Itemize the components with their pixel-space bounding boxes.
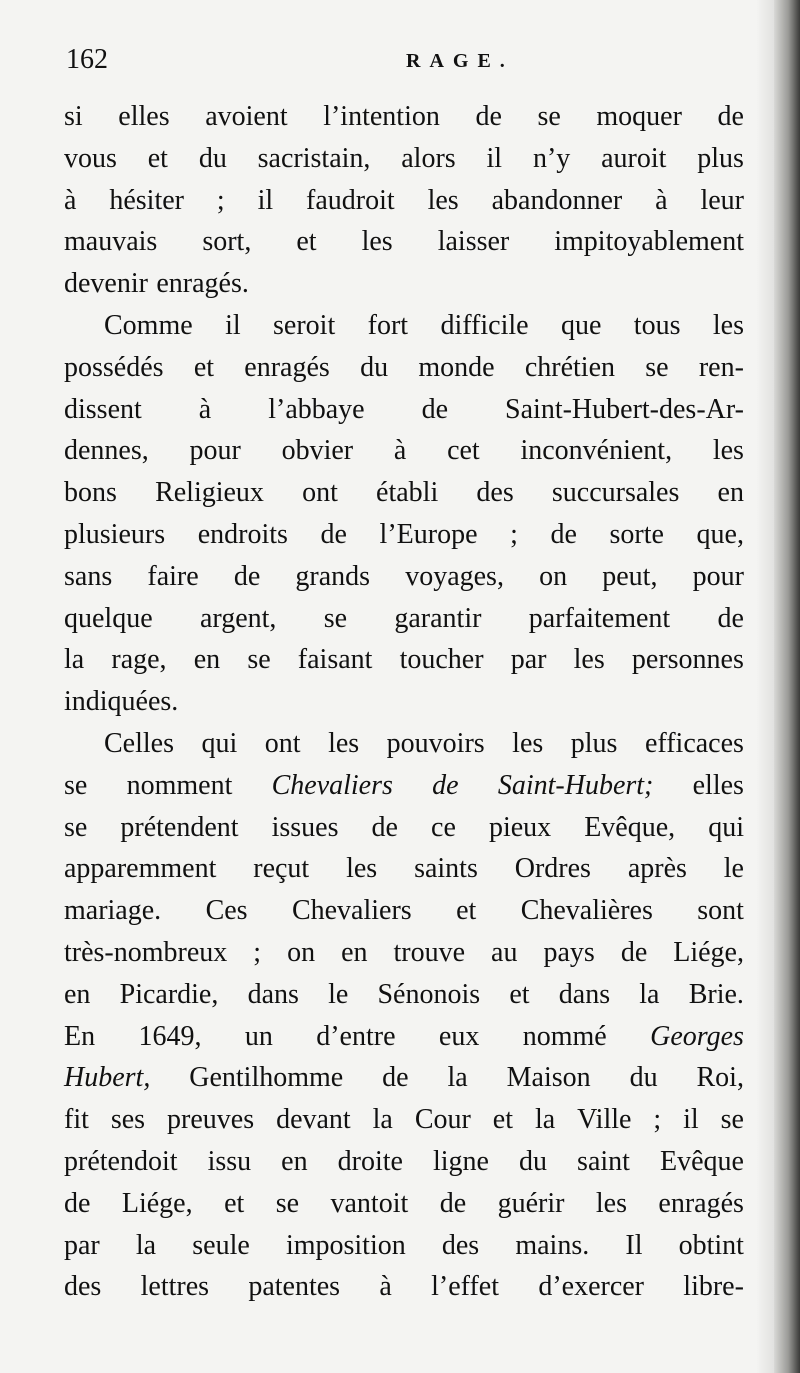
word: abandonner: [491, 184, 623, 216]
word: Comme: [104, 309, 193, 341]
word: la: [64, 644, 85, 676]
word: au: [491, 936, 518, 968]
word: preuves: [167, 1104, 255, 1136]
word: par: [510, 644, 547, 676]
word: à: [655, 184, 668, 216]
text-line: [64, 974, 744, 1016]
word: Cour: [414, 1104, 471, 1136]
word: nomment: [126, 769, 233, 801]
word: Liége,: [673, 936, 744, 968]
word: Evêque,: [584, 811, 676, 843]
word: se: [275, 1187, 300, 1219]
word: la: [534, 1104, 556, 1136]
word: libre-: [683, 1271, 744, 1303]
word: enragés.: [156, 268, 249, 300]
text-line: [64, 305, 744, 347]
text-line: [64, 765, 744, 807]
word: en: [64, 978, 91, 1010]
word: la: [639, 978, 660, 1010]
word: indiquées.: [64, 686, 179, 718]
word: Evêque: [659, 1145, 744, 1177]
body-text: [64, 96, 744, 1308]
word: mains.: [515, 1229, 590, 1261]
word: voyages,: [405, 560, 504, 592]
word: avoient: [205, 101, 288, 132]
running-head: RAGE.: [406, 50, 514, 72]
word: nommé: [522, 1020, 607, 1052]
word: les: [573, 644, 605, 676]
word: laisser: [437, 226, 510, 258]
word: Brie.: [688, 978, 744, 1010]
word: en: [717, 477, 744, 509]
word: ont: [302, 477, 338, 509]
word: de: [320, 518, 347, 550]
word: et: [296, 226, 317, 258]
word: et: [509, 978, 530, 1010]
word: rage,: [111, 644, 167, 676]
word: du: [198, 142, 227, 174]
word: Celles: [104, 727, 174, 759]
word: lettres: [140, 1271, 210, 1303]
word: Hubert,: [64, 1062, 151, 1094]
word: issu: [207, 1145, 252, 1177]
word: Il: [625, 1229, 643, 1261]
word: difficile: [440, 309, 529, 341]
word: du: [360, 351, 389, 383]
word: Picardie,: [119, 978, 219, 1010]
word: elles: [118, 101, 170, 132]
word: en: [193, 644, 221, 676]
text-line: [64, 556, 744, 598]
word: devenir: [64, 268, 148, 300]
word: de: [421, 393, 449, 425]
word: les: [512, 727, 544, 759]
word: d’exercer: [538, 1271, 644, 1303]
word: mauvais: [64, 226, 158, 258]
word: sont: [697, 895, 744, 927]
text-line: [64, 1141, 744, 1183]
word: par: [64, 1229, 100, 1261]
word: n’y: [532, 142, 571, 174]
word: établi: [376, 477, 439, 509]
word: succursales: [551, 477, 680, 509]
word: Ordres: [514, 853, 591, 885]
text-line: [64, 1057, 744, 1099]
word: dans: [558, 978, 611, 1010]
word: des: [476, 477, 514, 509]
word: et: [147, 142, 168, 174]
word: vous: [64, 142, 117, 174]
text-line: [64, 639, 744, 681]
word: vantoit: [330, 1187, 409, 1219]
text-line: [64, 1099, 744, 1141]
word: pour: [189, 435, 241, 467]
word: de: [432, 769, 459, 801]
word: il: [257, 184, 274, 216]
word: de: [382, 1062, 409, 1094]
word: Sénonois: [377, 978, 481, 1010]
word: chrétien: [524, 351, 615, 383]
word: quelque: [64, 602, 153, 634]
word: qui: [708, 811, 744, 843]
word: dennes,: [64, 435, 149, 467]
word: sans: [64, 560, 113, 592]
text-line: [64, 890, 744, 932]
word: Roi,: [696, 1062, 744, 1094]
text-line: [64, 96, 744, 138]
word: mariage.: [64, 895, 162, 927]
text-line: [64, 681, 744, 723]
word: de: [550, 518, 577, 550]
word: dans: [247, 978, 299, 1010]
word: pour: [692, 560, 744, 592]
word: prétendent: [120, 811, 239, 843]
text-line: [64, 1183, 744, 1225]
word: sort,: [202, 226, 252, 258]
word: la: [372, 1104, 393, 1136]
word: ont: [264, 727, 301, 759]
word: impitoyablement: [554, 226, 744, 258]
text-line: [64, 932, 744, 974]
word: Chevaliers: [271, 769, 393, 801]
word: de: [371, 811, 398, 843]
word: l’effet: [431, 1271, 500, 1303]
word: moquer: [596, 101, 682, 132]
word: plusieurs: [64, 518, 166, 550]
word: ;: [253, 936, 262, 968]
word: peut,: [602, 560, 658, 592]
word: d’entre: [316, 1020, 396, 1052]
word: imposition: [285, 1229, 406, 1261]
text-line: [64, 1225, 744, 1267]
word: le: [723, 853, 744, 885]
word: prétendoit: [64, 1145, 178, 1177]
word: ce: [431, 811, 456, 843]
word: guérir: [497, 1187, 565, 1219]
word: il: [683, 1104, 699, 1136]
word: faudroit: [306, 184, 395, 216]
word: à: [393, 435, 407, 467]
word: ses: [110, 1104, 146, 1136]
word: à: [198, 393, 212, 425]
word: à: [379, 1271, 392, 1303]
word: il: [225, 309, 241, 341]
word: de: [717, 101, 744, 132]
word: devant: [276, 1104, 351, 1136]
word: sorte: [609, 518, 664, 550]
word: Liége,: [121, 1187, 193, 1219]
word: Chevaliers: [291, 895, 412, 927]
text-line: [64, 347, 744, 389]
text-line: [64, 430, 744, 472]
text-line: [64, 723, 744, 765]
word: on: [539, 560, 568, 592]
word: pouvoirs: [386, 727, 485, 759]
word: de: [717, 602, 744, 634]
word: et: [224, 1187, 245, 1219]
word: de: [64, 1187, 91, 1219]
word: alors: [401, 142, 456, 174]
word: patentes: [248, 1271, 341, 1303]
word: elles: [692, 769, 744, 801]
word: tous: [633, 309, 681, 341]
word: se: [64, 769, 88, 801]
word: les: [328, 727, 360, 759]
word: l’intention: [323, 101, 440, 132]
word: 1649,: [138, 1020, 202, 1052]
word: Religieux: [155, 477, 264, 509]
word: des: [441, 1229, 480, 1261]
word: leur: [700, 184, 744, 216]
text-line: [64, 472, 744, 514]
word: plus: [697, 142, 744, 174]
word: qui: [201, 727, 238, 759]
word: seule: [192, 1229, 250, 1261]
word: issues: [271, 811, 339, 843]
word: ligne: [432, 1145, 489, 1177]
text-line: [64, 514, 744, 556]
word: Saint-Hubert-des-Ar-: [505, 393, 744, 425]
word: du: [629, 1062, 658, 1094]
page-edge-shadow: [756, 0, 774, 1373]
word: que,: [696, 518, 744, 550]
word: et: [456, 895, 477, 927]
word: parfaitement: [528, 602, 671, 634]
word: ;: [216, 184, 225, 216]
word: sacristain,: [257, 142, 371, 174]
word: les: [346, 853, 378, 885]
word: de: [439, 1187, 467, 1219]
word: possédés: [64, 351, 164, 383]
word: et: [193, 351, 215, 383]
text-line: [64, 1266, 744, 1308]
word: ;: [510, 518, 518, 550]
word: les: [361, 226, 393, 258]
word: les: [712, 309, 744, 341]
text-line: [64, 221, 744, 263]
word: plus: [570, 727, 618, 759]
text-line: [64, 138, 744, 180]
word: en: [341, 936, 368, 968]
word: se: [64, 811, 88, 843]
word: le: [328, 978, 349, 1010]
word: de: [620, 936, 648, 968]
word: ;: [653, 1104, 662, 1136]
word: après: [627, 853, 687, 885]
page-edge: [774, 0, 800, 1373]
word: dissent: [64, 393, 142, 425]
word: on: [287, 936, 316, 968]
word: faisant: [297, 644, 373, 676]
word: si: [64, 101, 83, 132]
word: garantir: [394, 602, 482, 634]
word: fort: [367, 309, 409, 341]
word: trouve: [393, 936, 466, 968]
text-line: [64, 1016, 744, 1058]
text-line: [64, 389, 744, 431]
page-header: [66, 44, 746, 84]
word: Gentilhomme: [189, 1062, 344, 1094]
word: les: [712, 435, 744, 467]
word: saints: [414, 853, 478, 885]
word: du: [519, 1145, 548, 1177]
word: la: [135, 1229, 157, 1261]
text-line: [64, 807, 744, 849]
word: auroit: [601, 142, 667, 174]
word: ren-: [698, 351, 744, 383]
word: Chevalières: [520, 895, 653, 927]
word: enragés: [244, 351, 330, 383]
word: seroit: [273, 309, 336, 341]
word: se: [720, 1104, 744, 1136]
word: inconvénient,: [520, 435, 673, 467]
word: l’Europe: [379, 518, 478, 550]
word: pays: [543, 936, 595, 968]
word: personnes: [631, 644, 744, 676]
word: En: [64, 1020, 96, 1052]
word: se: [537, 101, 561, 132]
word: fit: [64, 1104, 89, 1136]
text-line: [64, 598, 744, 640]
word: que: [560, 309, 602, 341]
word: se: [645, 351, 669, 383]
word: enragés: [658, 1187, 744, 1219]
word: pieux: [488, 811, 552, 843]
word: en: [281, 1145, 308, 1177]
word: saint: [577, 1145, 630, 1177]
word: très-nombreux: [64, 936, 228, 968]
word: bons: [64, 477, 117, 509]
word: se: [323, 602, 348, 634]
word: Ces: [205, 895, 248, 927]
word: les: [427, 184, 459, 216]
text-line: [64, 180, 744, 222]
word: faire: [147, 560, 199, 592]
word: obtint: [678, 1229, 744, 1261]
word: Maison: [506, 1062, 591, 1094]
word: obvier: [281, 435, 354, 467]
word: des: [64, 1271, 102, 1303]
word: un: [244, 1020, 273, 1052]
word: Georges: [650, 1020, 744, 1052]
word: endroits: [197, 518, 288, 550]
word: eux: [438, 1020, 480, 1052]
word: toucher: [399, 644, 484, 676]
word: à: [64, 184, 77, 216]
word: droite: [337, 1145, 403, 1177]
word: Saint-Hubert;: [497, 769, 654, 801]
text-line: [64, 263, 744, 305]
text-line: [64, 848, 744, 890]
word: argent,: [199, 602, 277, 634]
word: de: [475, 101, 502, 132]
word: l’abbaye: [268, 393, 365, 425]
word: de: [233, 560, 261, 592]
word: apparemment: [64, 853, 217, 885]
word: les: [595, 1187, 627, 1219]
word: grands: [295, 560, 371, 592]
word: Ville: [577, 1104, 632, 1136]
word: et: [492, 1104, 513, 1136]
word: hésiter: [109, 184, 184, 216]
word: il: [486, 142, 503, 174]
word: efficaces: [644, 727, 744, 759]
word: se: [247, 644, 271, 676]
word: reçut: [253, 853, 310, 885]
page-number: 162: [66, 44, 108, 75]
word: monde: [418, 351, 495, 383]
word: la: [447, 1062, 468, 1094]
word: cet: [447, 435, 480, 467]
